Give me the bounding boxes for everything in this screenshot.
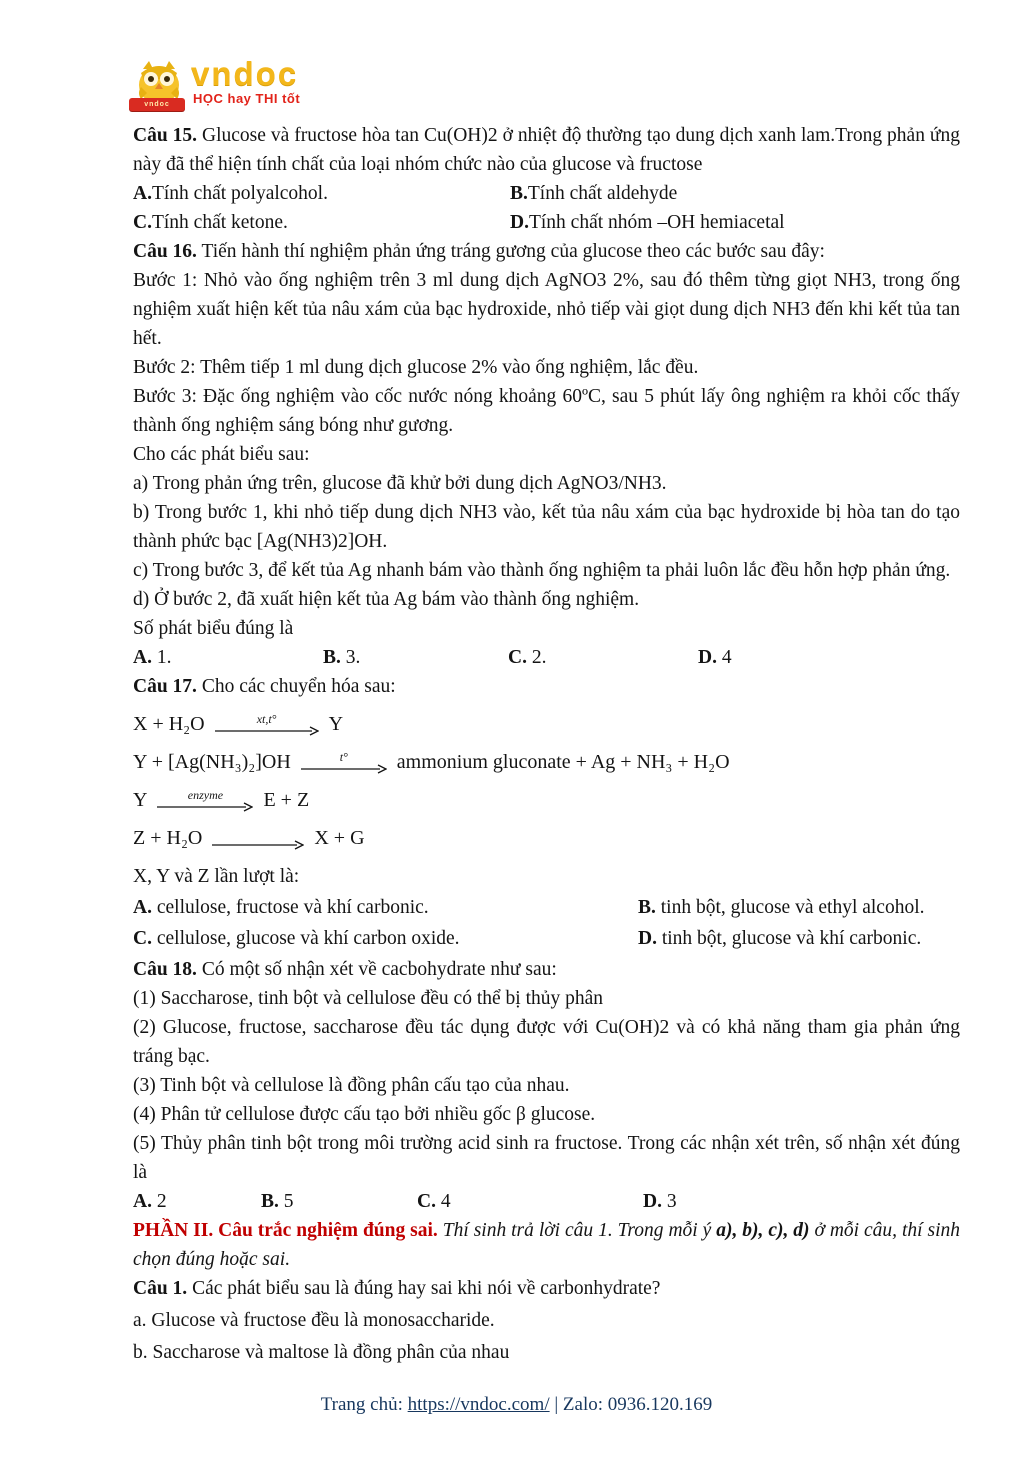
option-16-A[interactable]: A. 1.	[133, 647, 172, 668]
question-16-statement-a: a) Trong phản ứng trên, glucose đã khử bởi dung dịch AgNO3/NH3.	[133, 473, 667, 494]
option-18-C[interactable]: C. 4	[417, 1191, 451, 1212]
question-1-label: Câu 1.	[133, 1278, 188, 1299]
option-17-D[interactable]: D. tinh bột, glucose và khí carbonic.	[638, 928, 922, 949]
question-16-intro: Câu 16. Tiến hành thí nghiệm phản ứng tráng gương của glucose theo các bước sau đây:	[133, 241, 825, 262]
question-16	[133, 237, 960, 672]
question-17-options-row-1	[133, 893, 960, 922]
question-16-statement-b: b) Trong bước 1, khi nhỏ tiếp dung dịch NH3 vào, kết tủa nâu xám của bạc hydroxide bị hòa tan do tạo thành phức bạc [Ag(NH3)2]OH.	[133, 502, 960, 552]
question-17-label: Câu 17.	[133, 676, 197, 697]
footer-prefix: Trang chủ:	[320, 1394, 408, 1415]
option-15-A[interactable]: A.Tính chất polyalcohol.	[133, 183, 328, 204]
question-17	[133, 672, 960, 953]
question-18-item-3: (3) Tinh bột và cellulose là đồng phân cấu tạo của nhau.	[133, 1075, 570, 1096]
question-16-step-3: Bước 3: Đặc ống nghiệm vào cốc nước nóng khoảng 60ºC, sau 5 phút lấy ông nghiệm ra khỏi cốc thấy thành ống nghiệm sáng bóng như gương.	[133, 386, 960, 436]
question-17-intro: Câu 17. Cho các chuyển hóa sau:	[133, 676, 396, 697]
option-15-B[interactable]: B.Tính chất aldehyde	[510, 183, 678, 204]
question-1-item-a: a. Glucose và fructose đều là monosaccharide.	[133, 1310, 495, 1331]
question-18-label: Câu 18.	[133, 959, 197, 980]
question-18-item-5: (5) Thủy phân tinh bột trong môi trường acid sinh ra fructose. Trong các nhận xét trên, số nhận xét đúng là	[133, 1133, 960, 1183]
reaction-arrow: xt,t°	[215, 713, 319, 736]
question-16-statement-c: c) Trong bước 3, để kết tủa Ag nhanh bám vào thành ống nghiệm ta phải luôn lắc đều hỗn hợp phản ứng.	[133, 560, 951, 581]
question-16-label: Câu 16.	[133, 241, 197, 262]
logo-text	[191, 57, 300, 107]
reaction-arrow-icon	[301, 764, 387, 774]
option-17-C[interactable]: C. cellulose, glucose và khí carbon oxide.	[133, 928, 460, 949]
equation-3: Y enzyme E + Z	[133, 788, 310, 811]
option-15-C[interactable]: C.Tính chất ketone.	[133, 212, 288, 233]
question-15-text: Câu 15. Glucose và fructose hòa tan Cu(OH)2 ở nhiệt độ thường tạo dung dịch xanh lam.Trong phản ứng này đã thể hiện tính chất của loại nhóm chức nào của glucose và fructose	[133, 125, 960, 175]
question-16-step-2: Bước 2: Thêm tiếp 1 ml dung dịch glucose 2% vào ống nghiệm, lắc đều.	[133, 357, 699, 378]
part-2-heading-line: PHẦN II. Câu trắc nghiệm đúng sai. Thí sinh trả lời câu 1. Trong mỗi ý a), b), c), d) ở mỗi câu, thí sinh chọn đúng hoặc sai.	[133, 1220, 961, 1270]
question-16-count-line: Số phát biểu đúng là	[133, 618, 294, 639]
question-15-options-row-1	[133, 179, 960, 208]
brand-tagline: HỌC hay THI tốt	[193, 91, 301, 106]
question-18-item-1: (1) Saccharose, tinh bột và cellulose đều có thể bị thủy phân	[133, 988, 604, 1009]
option-18-B[interactable]: B. 5	[261, 1191, 294, 1212]
option-16-D[interactable]: D. 4	[698, 647, 732, 668]
question-16-statement-d: d) Ở bước 2, đã xuất hiện kết tủa Ag bám vào thành ống nghiệm.	[133, 589, 640, 610]
reaction-arrow-icon	[215, 726, 319, 736]
option-16-B[interactable]: B. 3.	[323, 647, 361, 668]
question-16-options-row	[133, 643, 960, 672]
question-15	[133, 121, 960, 237]
question-1-item-b: b. Saccharose và maltose là đồng phân của nhau	[133, 1342, 510, 1363]
question-1-text: Câu 1. Các phát biểu sau là đúng hay sai khi nói về carbonhydrate?	[133, 1278, 661, 1299]
option-17-B[interactable]: B. tinh bột, glucose và ethyl alcohol.	[638, 897, 925, 918]
option-18-D[interactable]: D. 3	[643, 1191, 677, 1212]
reaction-arrow	[212, 827, 304, 850]
part-2-section	[133, 1216, 960, 1274]
reaction-arrow-icon	[157, 802, 253, 812]
question-18	[133, 955, 960, 1216]
equation-4: Z + H₂O X + G	[133, 827, 365, 849]
homepage-link[interactable]: https://vndoc.com/	[407, 1394, 550, 1415]
footer-suffix: | Zalo: 0936.120.169	[549, 1394, 713, 1415]
equation-1: X + H₂O xt,t° Y	[133, 712, 344, 735]
question-18-options-row	[133, 1187, 960, 1216]
question-17-question: X, Y và Z lần lượt là:	[133, 866, 300, 887]
question-16-step-1: Bước 1: Nhỏ vào ống nghiệm trên 3 ml dung dịch AgNO3 2%, sau đó thêm từng giọt NH3, trong ống nghiệm xuất hiện kết tủa nâu xám của bạc hydroxide, nhỏ tiếp vài giọt dung dịch NH3 đến khi kết tủa tan hết.	[133, 270, 960, 349]
reaction-arrow: t°	[301, 751, 387, 774]
page-footer	[0, 1390, 1033, 1419]
question-17-options-row-2	[133, 924, 960, 953]
option-17-A[interactable]: A. cellulose, fructose và khí carbonic.	[133, 897, 429, 918]
question-15-label: Câu 15.	[133, 125, 198, 146]
question-1	[133, 1274, 960, 1367]
logo-banner: vndoc	[129, 98, 185, 111]
question-16-cho: Cho các phát biểu sau:	[133, 444, 310, 465]
equation-2: Y + [Ag(NH₃)₂]OH t° ammonium gluconate + Ag + NH₃ + H₂O	[133, 750, 730, 773]
part-2-heading: PHẦN II. Câu trắc nghiệm đúng sai.	[133, 1220, 438, 1241]
reaction-arrow: enzyme	[157, 789, 253, 812]
vndoc-logo	[133, 57, 960, 117]
question-18-item-2: (2) Glucose, fructose, saccharose đều tác dụng được với Cu(OH)2 và có khả năng tham gia phản ứng tráng bạc.	[133, 1017, 960, 1067]
question-18-intro: Câu 18. Có một số nhận xét về cacbohydrate như sau:	[133, 959, 557, 980]
owl-mascot-icon	[133, 57, 185, 115]
question-18-item-4: (4) Phân tử cellulose được cấu tạo bởi nhiều gốc β glucose.	[133, 1104, 596, 1125]
brand-name: vndoc	[191, 55, 299, 92]
option-16-C[interactable]: C. 2.	[508, 647, 547, 668]
question-15-options-row-2	[133, 208, 960, 237]
option-18-A[interactable]: A. 2	[133, 1191, 167, 1212]
reaction-arrow-icon	[212, 840, 304, 850]
option-15-D[interactable]: D.Tính chất nhóm –OH hemiacetal	[510, 212, 785, 233]
